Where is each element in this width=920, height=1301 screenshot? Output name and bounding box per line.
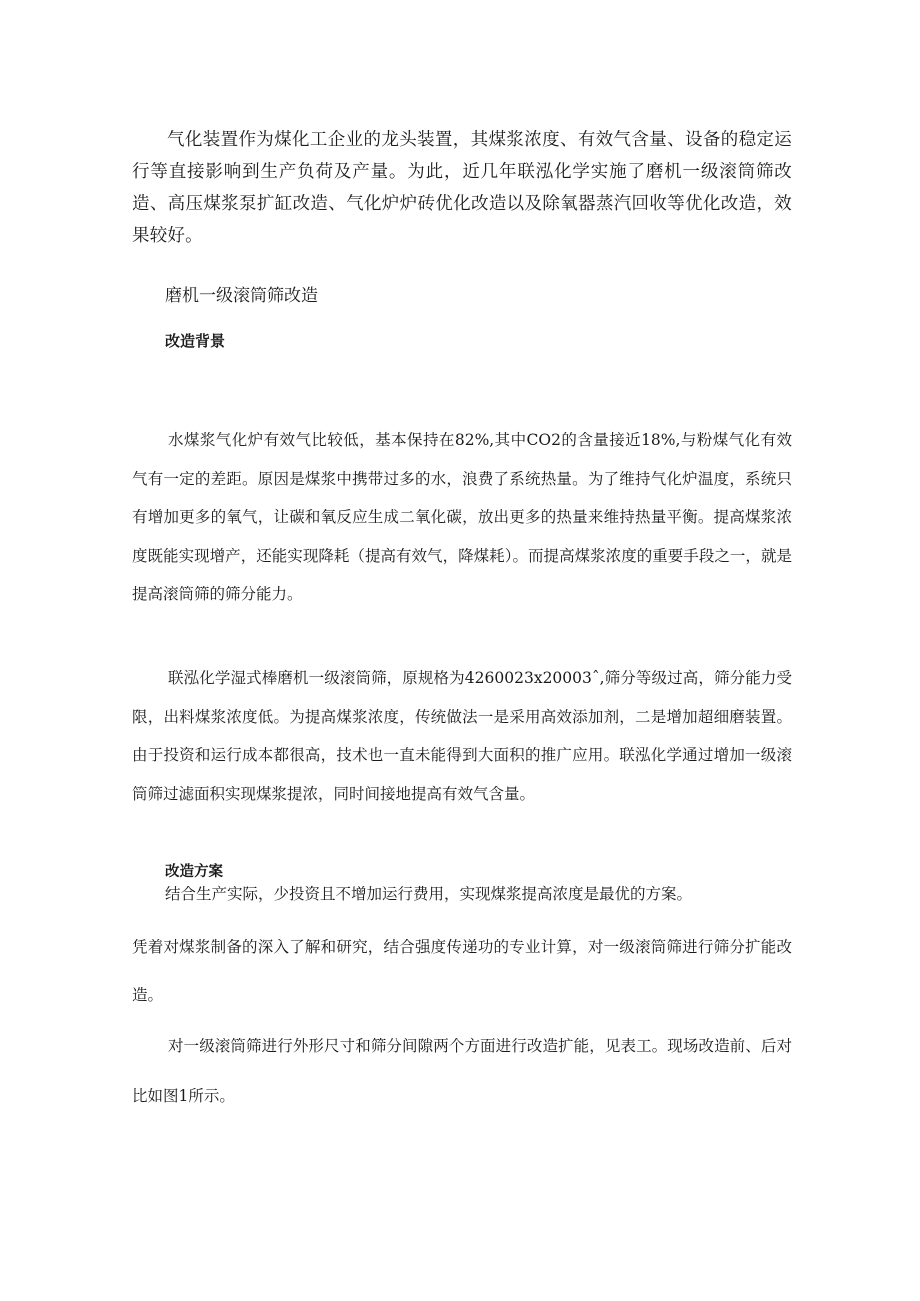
plan-paragraph-3: 对一级滚筒筛进行外形尺寸和筛分间隙两个方面进行改造扩能，见表工。现场改造前、后对比如图1所示。 bbox=[132, 1037, 792, 1105]
background-heading: 改造背景 bbox=[165, 332, 226, 350]
intro-paragraph: 气化装置作为煤化工企业的龙头装置，其煤浆浓度、有效气含量、设备的稳定运行等直接影响到生产负荷及产量。为此，近几年联泓化学实施了磨机一级滚筒筛改造、高压煤浆泵扩缸改造、气化炉炉砖优化改造以及除氧器蒸汽回收等优化改造，效果较好。 bbox=[132, 130, 792, 246]
plan-heading: 改造方案 bbox=[165, 864, 223, 880]
plan-paragraph-2: 凭着对煤浆制备的深入了解和研究，结合强度传递功的专业计算，对一级滚筒筛进行筛分扩能改造。 bbox=[132, 938, 792, 1004]
background-paragraph-2: 联泓化学湿式棒磨机一级滚筒筛，原规格为4260023x20003ˆ,筛分等级过高，筛分能力受限，出料煤浆浓度低。为提高煤浆浓度，传统做法一是采用高效添加剂，二是增加超细磨装置。由于投资和运行成本都很高，技术也一直未能得到大面积的推广应用。联泓化学通过增加一级滚筒筛过滤面积实现煤浆提浓，同时间接地提高有效气含量。 bbox=[132, 669, 792, 803]
plan-paragraph-1: 结合生产实际，少投资且不增加运行费用，实现煤浆提高浓度是最优的方案。 bbox=[165, 885, 693, 903]
section-title: 磨机一级滚筒筛改造 bbox=[165, 286, 318, 306]
background-paragraph-1: 水煤浆气化炉有效气比较低，基本保持在82%,其中CO2的含量接近18%,与粉煤气化有效气有一定的差距。原因是煤浆中携带过多的水，浪费了系统热量。为了维持气化炉温度，系统只有增加更多的氧气，让碳和氧反应生成二氧化碳，放出更多的热量来维持热量平衡。提高煤浆浓度既能实现增产，还能实现降耗（提高有效气，降煤耗）。而提高煤浆浓度的重要手段之一，就是提高滚筒筛的筛分能力。 bbox=[132, 431, 792, 603]
